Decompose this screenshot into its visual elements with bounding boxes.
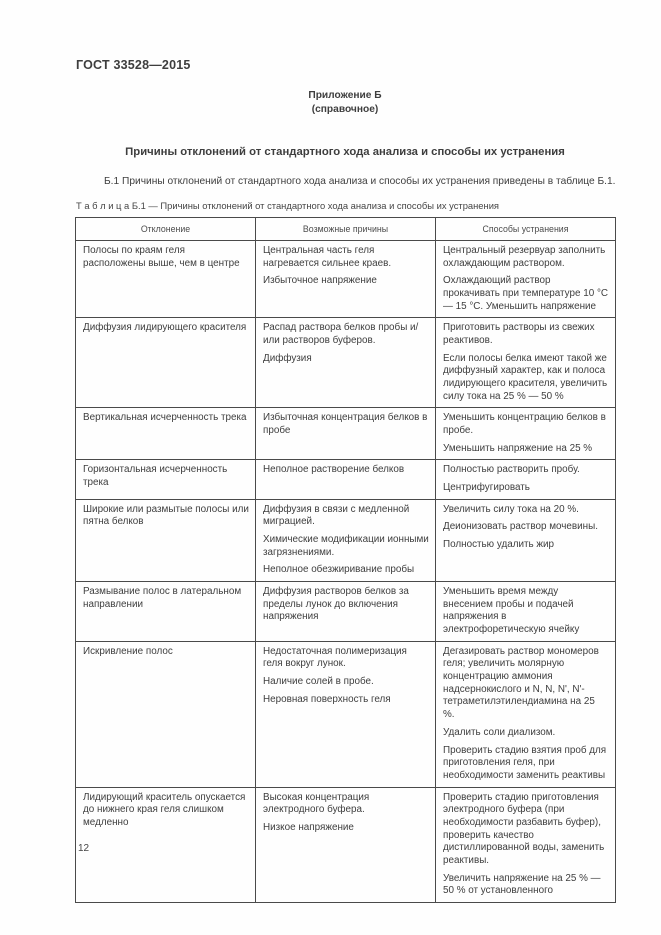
cell-deviation	[76, 499, 256, 581]
table-row	[76, 460, 616, 499]
cell-deviation	[76, 460, 256, 499]
cell-paragraph: Деионизовать раствор мочевины.	[443, 521, 598, 533]
column-header-deviation: Отклонение	[76, 218, 256, 241]
document-number: ГОСТ 33528—2015	[76, 58, 191, 72]
cell-paragraph: Избыточная концентрация белков в пробе	[263, 412, 428, 437]
cell-causes	[256, 582, 436, 642]
cell-deviation	[76, 241, 256, 318]
cell-paragraph: Низкое напряжение	[263, 821, 354, 833]
cell-paragraph: Полосы по краям геля расположены выше, чем в центре	[83, 245, 240, 269]
cell-paragraph: Наличие солей в пробе.	[263, 676, 374, 688]
annex-subtitle: (справочное)	[311, 103, 379, 115]
cell-solutions	[436, 318, 616, 408]
cell-paragraph: Если полосы белка имеют такой же диффузный характер, как и полоса лидирующего красителя, увеличить силу тока на 25 % — 50 %	[443, 352, 608, 402]
cell-paragraph: Недостаточная полимеризация геля вокруг лунок.	[263, 645, 407, 670]
column-header-solutions: Способы устранения	[436, 218, 616, 241]
page-number: 12	[78, 843, 90, 854]
cell-paragraph: Неполное растворение белков	[263, 464, 405, 476]
cell-deviation	[76, 408, 256, 460]
cell-deviation	[76, 582, 256, 642]
cell-deviation	[76, 318, 256, 408]
table-row	[76, 241, 616, 318]
column-header-causes: Возможные причины	[256, 218, 436, 241]
cell-deviation	[76, 641, 256, 787]
table-row	[76, 641, 616, 787]
intro-paragraph: Б.1 Причины отклонений от стандартного хода анализа и способы их устранения приведены в таблице Б.1.	[104, 176, 616, 187]
table-row	[76, 499, 616, 581]
cell-paragraph: Полностью растворить пробу.	[443, 464, 580, 476]
cell-paragraph: Высокая концентрация электродного буфера.	[263, 791, 370, 816]
table-caption-label: Т а б л и ц а Б.1	[76, 200, 146, 211]
cell-causes	[256, 641, 436, 787]
cell-paragraph: Распад раствора белков пробы и/или растворов буферов.	[263, 322, 419, 347]
cell-paragraph: Уменьшить напряжение на 25 %	[443, 442, 593, 454]
cell-paragraph: Неровная поверхность геля	[263, 693, 391, 705]
cell-paragraph: Приготовить растворы из свежих реактивов.	[443, 322, 595, 347]
annex-title: Приложение Б	[308, 90, 382, 101]
cell-solutions	[436, 582, 616, 642]
cell-paragraph: Центральная часть геля нагревается сильнее краев.	[263, 245, 392, 269]
cell-paragraph: Химические модификации ионными загрязнениями.	[263, 534, 429, 558]
cell-paragraph: Диффузия лидирующего красителя	[83, 322, 247, 334]
deviations-table	[75, 217, 616, 903]
cell-solutions	[436, 241, 616, 318]
cell-solutions	[436, 460, 616, 499]
cell-paragraph: Диффузия растворов белков за пределы лунок до включения напряжения	[263, 586, 409, 623]
cell-paragraph: Охлаждающий раствор прокачивать при температуре 10 °С — 15 °С. Уменьшить напряжение	[443, 275, 609, 312]
cell-paragraph: Центрифугировать	[443, 482, 530, 494]
cell-paragraph: Удалить соли диализом.	[443, 726, 556, 738]
cell-paragraph: Увеличить напряжение на 25 % — 50 % от установленного	[443, 872, 601, 897]
cell-paragraph: Полностью удалить жир	[443, 539, 555, 551]
cell-paragraph: Широкие или размытые полосы или пятна белков	[83, 503, 249, 528]
cell-causes	[256, 499, 436, 581]
cell-paragraph: Размывание полос в латеральном направлении	[83, 586, 242, 610]
annex-heading	[75, 89, 615, 117]
cell-paragraph: Уменьшить концентрацию белков в пробе.	[443, 412, 606, 437]
cell-solutions	[436, 641, 616, 787]
table-caption-text: — Причины отклонений от стандартного хода анализа и способы их устранения	[148, 200, 500, 211]
page-title: Причины отклонений от стандартного хода анализа и способы их устранения	[125, 146, 565, 158]
cell-paragraph: Проверить стадию взятия проб для приготовления геля, при необходимости заменить реактивы	[443, 744, 607, 781]
cell-causes	[256, 318, 436, 408]
cell-paragraph: Увеличить силу тока на 20 %.	[443, 503, 579, 515]
cell-causes	[256, 408, 436, 460]
cell-causes	[256, 460, 436, 499]
cell-paragraph: Неполное обезжиривание пробы	[263, 564, 415, 576]
table-row	[76, 318, 616, 408]
cell-paragraph: Уменьшить время между внесением пробы и подачей напряжения в электрофоретическую ячейку	[443, 586, 580, 636]
cell-paragraph: Горизонтальная исчерченность трека	[83, 464, 228, 489]
cell-causes	[256, 787, 436, 902]
cell-paragraph: Избыточное напряжение	[263, 275, 377, 287]
cell-solutions	[436, 408, 616, 460]
cell-paragraph: Дегазировать раствор мономеров геля; увеличить молярную концентрацию аммония надсернокислого и N, N, N', N'-тетраметилэтилендиамина на 25 %.	[443, 645, 599, 721]
cell-deviation	[76, 787, 256, 902]
table-row	[76, 787, 616, 902]
cell-paragraph: Искривление полос	[83, 645, 173, 657]
table-header-row	[76, 218, 616, 241]
cell-paragraph: Диффузия	[263, 352, 312, 364]
cell-causes	[256, 241, 436, 318]
cell-paragraph: Центральный резервуар заполнить охлаждающим раствором.	[443, 245, 606, 269]
cell-solutions	[436, 787, 616, 902]
table-row	[76, 582, 616, 642]
cell-paragraph: Проверить стадию приготовления электродного буфера (при необходимости разбавить буфер), проверить качество дистиллированной воды, заменить реактивы.	[443, 791, 605, 866]
table-caption	[76, 200, 616, 211]
cell-paragraph: Вертикальная исчерченность трека	[83, 412, 247, 424]
cell-solutions	[436, 499, 616, 581]
cell-paragraph: Лидирующий краситель опускается до нижнего края геля слишком медленно	[83, 791, 246, 828]
table-row	[76, 408, 616, 460]
cell-paragraph: Диффузия в связи с медленной миграцией.	[263, 503, 410, 528]
